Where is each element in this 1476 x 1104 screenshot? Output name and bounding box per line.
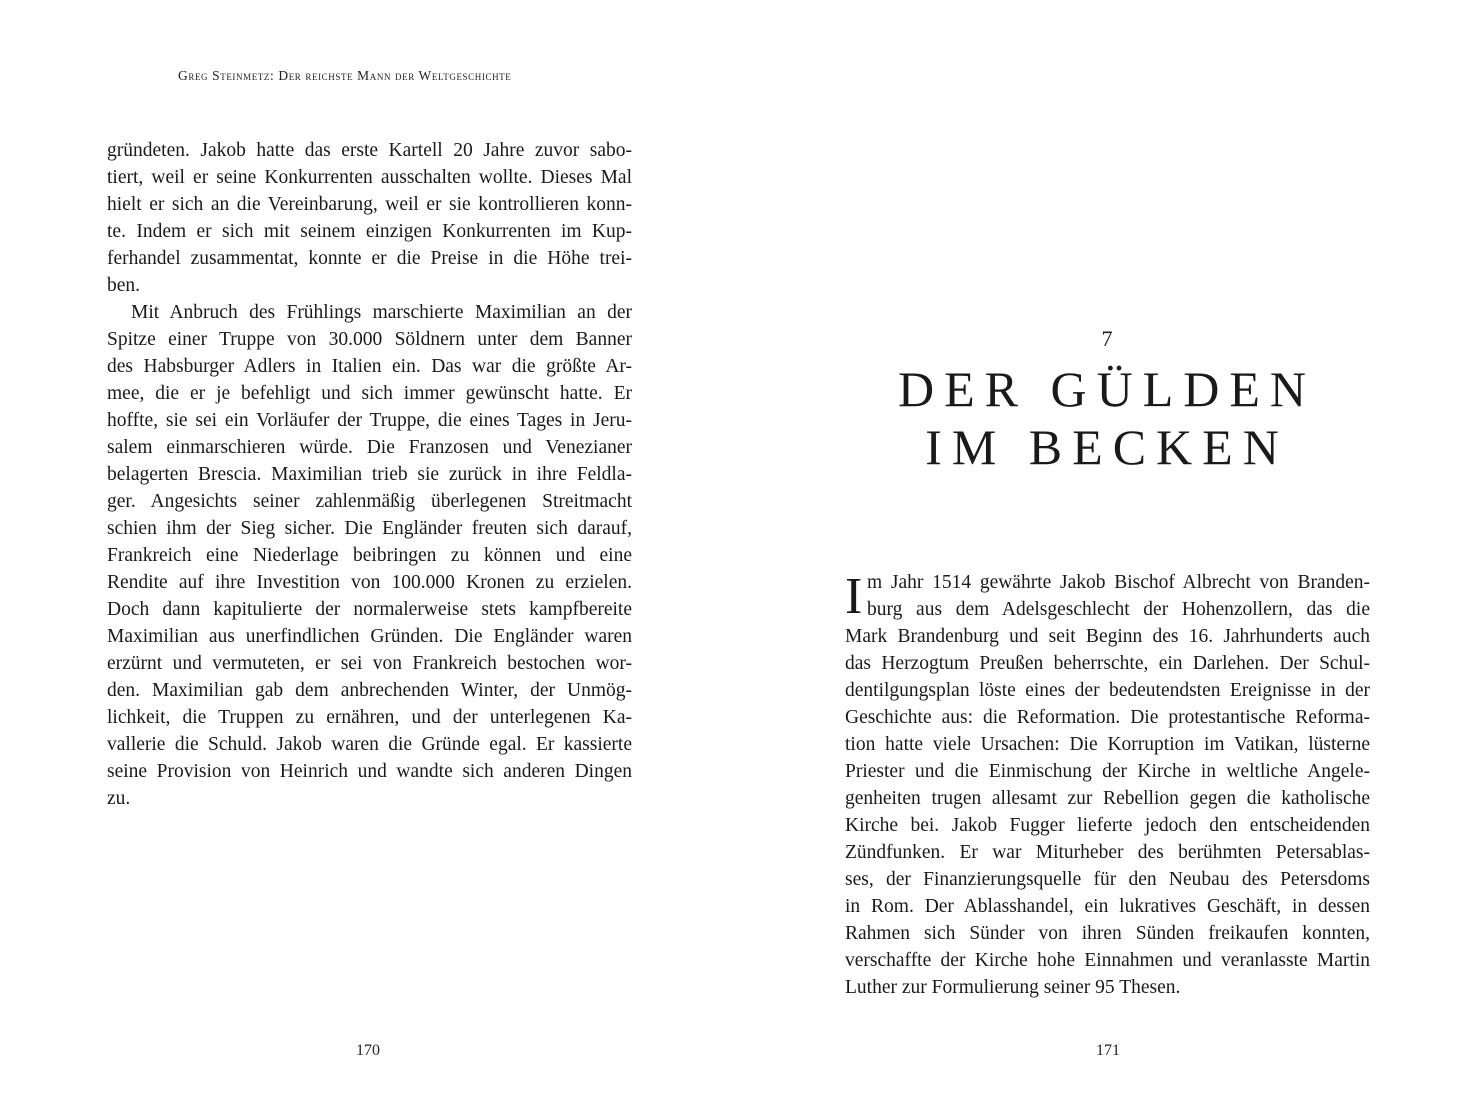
text-line: Maximilian aus unerfindlichen Gründen. Die Engländer waren [107, 626, 632, 647]
text-line: zu. [107, 788, 131, 809]
text-line: in Rom. Der Ablasshandel, ein lukratives Geschäft, in dessen [845, 896, 1370, 917]
text-line: mee, die er je befehligt und sich immer gewünscht hatte. Er [107, 383, 632, 404]
page-number: 170 [356, 1042, 380, 1059]
text-line: m Jahr 1514 gewährte Jakob Bischof Albrecht von Branden- [867, 572, 1370, 593]
text-line: genheiten trugen allesamt zur Rebellion gegen die katholische [845, 788, 1370, 809]
text-line: Kirche bei. Jakob Fugger lieferte jedoch den entscheidenden [845, 815, 1370, 836]
text-line: Spitze einer Truppe von 30.000 Söldnern unter dem Banner [107, 329, 632, 350]
text-line: ferhandel zusammentat, konnte er die Preise in die Höhe trei- [107, 248, 632, 269]
text-line: burg aus dem Adelsgeschlecht der Hohenzollern, das die [867, 599, 1370, 620]
text-line: salem einmarschieren würde. Die Franzosen und Venezianer [107, 437, 632, 458]
text-line: Frankreich eine Niederlage beibringen zu können und eine [107, 545, 632, 566]
text-line: ben. [107, 275, 141, 296]
left-body-text [107, 137, 632, 812]
dropcap-paragraph-start [845, 569, 1370, 623]
text-line: Geschichte aus: die Reformation. Die protestantische Reforma- [845, 707, 1370, 728]
right-page [738, 0, 1476, 1104]
page-number: 171 [1096, 1042, 1120, 1059]
text-line: Rahmen sich Sünder von ihren Sünden freikaufen konnten, [845, 923, 1370, 944]
dropcap: I [845, 568, 863, 625]
text-line: Rendite auf ihre Investition von 100.000 Kronen zu erzielen. [107, 572, 632, 593]
text-line: seine Provision von Heinrich und wandte sich anderen Dingen [107, 761, 632, 782]
text-line: Zündfunken. Er war Miturheber des berühmten Petersablas- [845, 842, 1370, 863]
text-line: vallerie die Schuld. Jakob waren die Gründe egal. Er kassierte [107, 734, 632, 755]
text-line: belagerten Brescia. Maximilian trieb sie zurück in ihre Feldla- [107, 464, 632, 485]
text-line: Luther zur Formulierung seiner 95 Thesen. [845, 977, 1181, 998]
text-line: ger. Angesichts seiner zahlenmäßig überlegenen Streitmacht [107, 491, 632, 512]
text-line: erzürnt und vermuteten, er sei von Frankreich bestochen wor- [107, 653, 632, 674]
text-line: tion hatte viele Ursachen: Die Korruption im Vatikan, lüsterne [845, 734, 1370, 755]
text-line: Doch dann kapitulierte der normalerweise stets kampfbereite [107, 599, 632, 620]
text-line: hoffte, sie sei ein Vorläufer der Truppe, die eines Tages in Jeru- [107, 410, 632, 431]
text-line: ses, der Finanzierungsquelle für den Neubau des Petersdoms [845, 869, 1370, 890]
text-line: gründeten. Jakob hatte das erste Kartell 20 Jahre zuvor sabo- [107, 140, 632, 161]
text-line: te. Indem er sich mit seinem einzigen Konkurrenten im Kup- [107, 221, 632, 242]
text-line: dentilgungsplan löste eines der bedeutendsten Ereignisse in der [845, 680, 1370, 701]
chapter-number: 7 [1101, 326, 1113, 351]
text-line: Mark Brandenburg und seit Beginn des 16. Jahrhunderts auch [845, 626, 1370, 647]
text-line: lichkeit, die Truppen zu ernähren, und der unterlegenen Ka- [107, 707, 632, 728]
chapter-title-line-2: IM BECKEN [925, 419, 1289, 475]
text-line: schien ihm der Sieg sicher. Die Engländer freuten sich darauf, [107, 518, 632, 539]
text-line: verschaffte der Kirche hohe Einnahmen und veranlasste Martin [845, 950, 1370, 971]
text-line: hielt er sich an die Vereinbarung, weil er sie kontrollieren konn- [107, 194, 632, 215]
text-line: des Habsburger Adlers in Italien ein. Das war die größte Ar- [107, 356, 632, 377]
text-line: das Herzogtum Preußen beherrschte, ein Darlehen. Der Schul- [845, 653, 1370, 674]
text-line: tiert, weil er seine Konkurrenten ausschalten wollte. Dieses Mal [107, 167, 632, 188]
text-line: Mit Anbruch des Frühlings marschierte Maximilian an der [131, 302, 632, 323]
chapter-title-line-1: DER GÜLDEN [897, 361, 1317, 417]
text-line: den. Maximilian gab dem anbrechenden Winter, der Unmög- [107, 680, 632, 701]
right-body-text [845, 569, 1370, 1001]
running-head: Greg Steinmetz: Der reichste Mann der Weltgeschichte [178, 68, 512, 83]
text-line: Priester und die Einmischung der Kirche in weltliche Angele- [845, 761, 1370, 782]
